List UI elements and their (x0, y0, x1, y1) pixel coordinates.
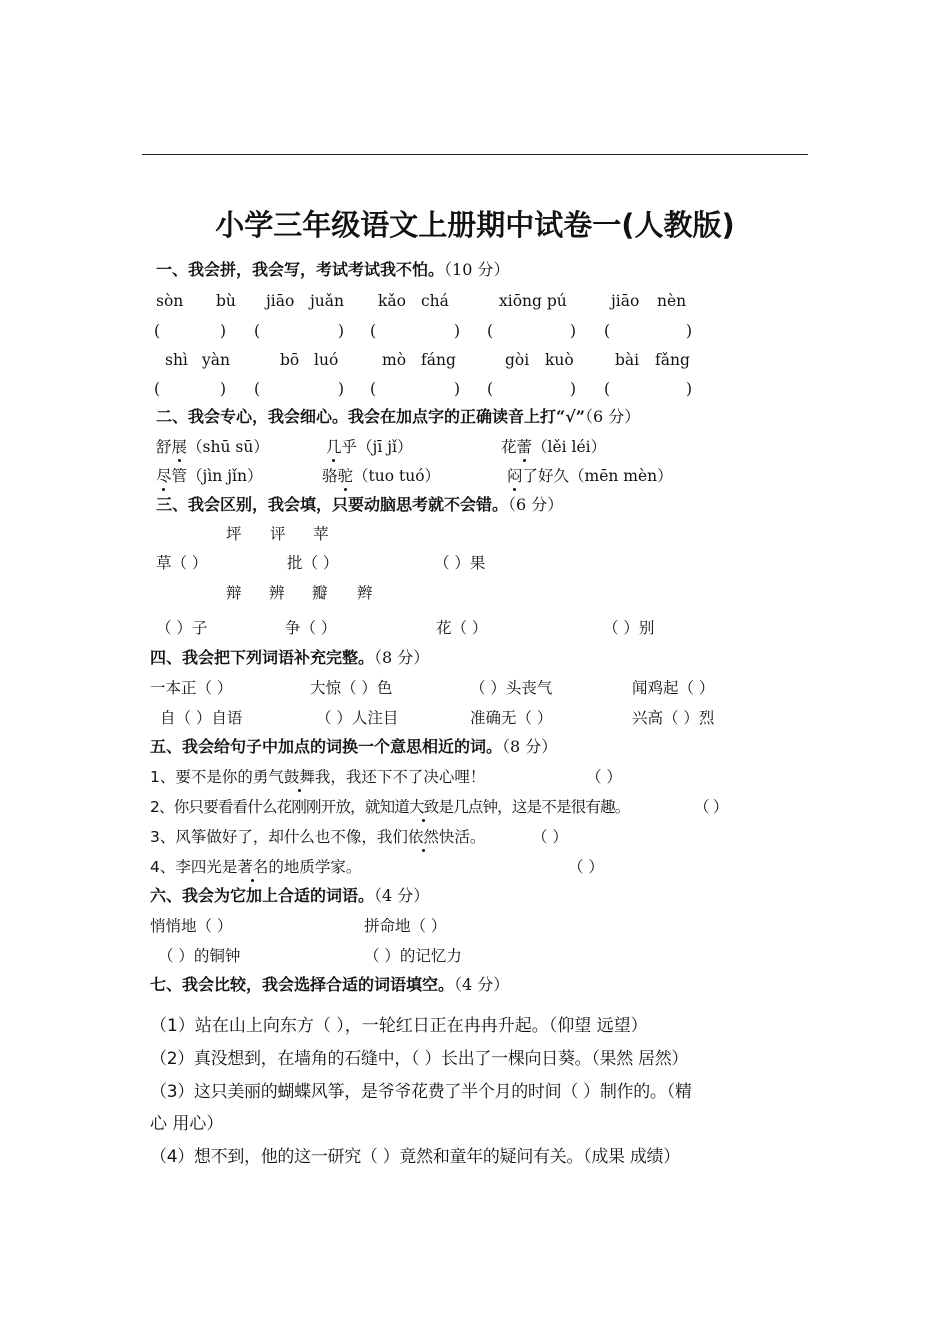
phrase-row-1 (0, 915, 950, 937)
fill-row-1 (0, 552, 950, 574)
answer-blank[interactable]: ( (370, 322, 377, 340)
header-rule (142, 154, 808, 155)
dotted-char: 展 (171, 438, 188, 456)
sentence-text (150, 766, 485, 788)
dotted-word: 依然 (407, 828, 439, 846)
char-option: 瓣 (312, 584, 328, 602)
sentence-2 (0, 796, 950, 818)
answer-blank[interactable]: ( (604, 322, 611, 340)
choice-item-3-cont: 心 用心） (150, 1114, 224, 1134)
paren: ) (220, 322, 227, 340)
word-item[interactable] (156, 436, 269, 458)
answer-blank[interactable]: 争（ ） (285, 619, 337, 637)
dotted-char: 几 (326, 438, 342, 456)
dotted-char: 蕾 (516, 438, 533, 456)
pinyin: sòn (156, 292, 184, 310)
text: 2、你只要看看什么花刚刚开放，就知道 (150, 798, 409, 816)
paren: ) (220, 380, 227, 398)
sentence-4 (0, 856, 950, 878)
blank-row-2 (0, 378, 950, 400)
points: （6 分） (508, 495, 564, 514)
idiom-blank[interactable]: （ ）人注目 (316, 709, 399, 727)
idiom-blank[interactable]: （ ）头丧气 (470, 679, 553, 697)
pinyin: jiāo (611, 292, 640, 310)
phrase-blank[interactable]: 悄悄地（ ） (150, 917, 233, 935)
section-3-heading (156, 494, 563, 516)
pinyin-options: （jī jǐ） (357, 438, 413, 456)
text: 快活。 (438, 828, 486, 846)
idiom-blank[interactable]: 闻鸡起（ ） (632, 679, 715, 697)
paren: ) (338, 380, 345, 398)
char-group-1 (0, 523, 950, 545)
page-title: 小学三年级语文上册期中试卷一(人教版) (215, 208, 735, 242)
char: 骆 (322, 467, 338, 485)
word-item[interactable] (322, 465, 440, 487)
char-group-2 (0, 582, 950, 604)
char: 了好久 (522, 467, 570, 485)
pinyin-row-2 (0, 349, 950, 371)
sentence-text (150, 856, 361, 878)
pinyin: chá (421, 292, 449, 310)
answer-blank[interactable]: （ ）果 (434, 554, 486, 572)
answer-blank[interactable]: 批（ ） (287, 554, 339, 572)
answer-blank[interactable]: ( (154, 380, 161, 398)
char-option: 坪 (226, 525, 242, 543)
pinyin: nèn (657, 292, 687, 310)
pinyin: bō (280, 351, 300, 369)
answer-blank[interactable]: ( (254, 380, 261, 398)
phrase-blank[interactable]: 拼命地（ ） (364, 917, 447, 935)
idiom-blank[interactable]: 自（ ）自语 (160, 709, 243, 727)
dotted-char: 闷 (507, 467, 523, 485)
idiom-blank[interactable]: 一本正（ ） (150, 679, 233, 697)
fill-row-2 (0, 617, 950, 639)
char: 花 (501, 438, 517, 456)
answer-blank[interactable]: （ ） (532, 828, 568, 846)
heading-text: 七、我会比较，我会选择合适的词语填空。 (150, 975, 455, 994)
heading-text: 六、我会为它加上合适的词语。 (150, 886, 375, 905)
pinyin: fǎng (655, 351, 690, 369)
answer-blank[interactable]: ( (604, 380, 611, 398)
points: （6 分） (584, 407, 641, 426)
section-6-heading (150, 885, 429, 907)
pinyin: mò (382, 351, 407, 369)
answer-blank[interactable]: ( (487, 322, 494, 340)
answer-blank[interactable]: （ ） (586, 768, 622, 786)
paren: ) (454, 322, 461, 340)
paren: ) (454, 380, 461, 398)
text: 1、要不是你的勇气 (150, 768, 284, 786)
word-item[interactable] (156, 465, 262, 487)
answer-blank[interactable]: （ ） (694, 798, 728, 816)
pinyin-options: （lěi léi） (532, 438, 607, 456)
choice-item-1[interactable]: （1）站在山上向东方（ ），一轮红日正在冉冉升起。（仰望 远望） (150, 1016, 648, 1036)
idiom-blank[interactable]: 兴高（ ）烈 (632, 709, 715, 727)
text: 3、风筝做好了，却什么也不像，我们 (150, 828, 408, 846)
pinyin: gòi (505, 351, 530, 369)
points: （4 分） (454, 975, 510, 994)
sentence-text (150, 796, 629, 818)
pinyin-options: （shū sū） (187, 438, 269, 456)
reading-row-1 (0, 436, 950, 458)
idiom-row-1 (0, 677, 950, 699)
pinyin-row-1 (0, 290, 950, 312)
section-2-heading (156, 406, 640, 428)
idiom-blank[interactable]: 准确无（ ） (470, 709, 553, 727)
phrase-blank[interactable]: （ ）的记忆力 (364, 947, 462, 965)
sentence-1 (0, 766, 950, 788)
choice-item-3[interactable]: （3）这只美丽的蝴蝶风筝，是爷爷花费了半个月的时间（ ）制作的。（精 (150, 1082, 692, 1102)
pinyin: fáng (421, 351, 456, 369)
dotted-char: 尽 (156, 467, 172, 485)
pinyin: luó (314, 351, 339, 369)
dotted-word: 著名 (237, 858, 269, 876)
text: 我，我还下不了决心哩！ (314, 768, 486, 786)
char: 舒 (156, 438, 172, 456)
word-item[interactable] (326, 436, 413, 458)
text: 是几点钟，这是不是很有趣。 (438, 798, 630, 816)
dotted-word: 大致 (408, 798, 439, 816)
char-option: 评 (270, 525, 286, 543)
section-4-heading (150, 647, 429, 669)
points: （8 分） (502, 737, 558, 756)
blank-row-1 (0, 320, 950, 342)
heading-text: 一、我会拼，我会写，考试考试我不怕。 (156, 260, 445, 279)
text: 4、李四光是 (150, 858, 238, 876)
pinyin: xiōng pú (499, 292, 567, 310)
char-option: 苹 (313, 525, 329, 543)
word-item[interactable] (507, 465, 673, 487)
section-5-heading (150, 736, 557, 758)
pinyin: kuò (545, 351, 574, 369)
pinyin: shì (165, 351, 188, 369)
idiom-row-2 (0, 707, 950, 729)
pinyin: juǎn (310, 292, 345, 310)
heading-text: 四、我会把下列词语补充完整。 (150, 648, 375, 667)
pinyin-options: （tuo tuó） (353, 467, 441, 485)
choice-item-4[interactable]: （4）想不到，他的这一研究（ ）竟然和童年的疑问有关。（成果 成绩） (150, 1147, 680, 1167)
phrase-blank[interactable]: （ ）的铜钟 (158, 947, 241, 965)
answer-blank[interactable]: ( (154, 322, 161, 340)
choice-item-2[interactable]: （2）真没想到，在墙角的石缝中，（ ）长出了一棵向日葵。（果然 居然） (150, 1049, 689, 1069)
dotted-word: 鼓舞 (283, 768, 315, 786)
pinyin: bài (615, 351, 640, 369)
pinyin: yàn (202, 351, 230, 369)
answer-blank[interactable]: ( (370, 380, 377, 398)
sentence-text (150, 826, 485, 848)
answer-blank[interactable]: ( (254, 322, 261, 340)
heading-text: 三、我会区别，我会填，只要动脑思考就不会错。 (156, 495, 509, 514)
dotted-char: 驼 (337, 467, 354, 485)
heading-text: 二、我会专心，我会细心。我会在加点字的正确读音上打“√” (156, 407, 585, 426)
section-7-heading (150, 974, 509, 996)
text: 的地质学家。 (268, 858, 362, 876)
char-option: 辩 (226, 584, 242, 602)
points: （4 分） (374, 886, 430, 905)
paren: ) (338, 322, 345, 340)
paren: ) (686, 380, 693, 398)
char-option: 辫 (357, 584, 373, 602)
pinyin: kǎo (378, 292, 406, 310)
paren: ) (570, 322, 577, 340)
section-1-heading (156, 259, 509, 281)
reading-row-2 (0, 465, 950, 487)
paren: ) (570, 380, 577, 398)
pinyin-options: （jìn jǐn） (187, 467, 263, 485)
sentence-3 (0, 826, 950, 848)
pinyin-options: （mēn mèn） (569, 467, 673, 485)
answer-blank[interactable]: 花（ ） (436, 619, 488, 637)
phrase-row-2 (0, 945, 950, 967)
answer-blank[interactable]: （ ）别 (603, 619, 655, 637)
points: （10 分） (444, 260, 510, 279)
char-option: 辨 (269, 584, 285, 602)
paren: ) (686, 322, 693, 340)
char: 管 (171, 467, 188, 485)
pinyin: jiāo (266, 292, 295, 310)
pinyin: bù (216, 292, 236, 310)
word-item[interactable] (501, 436, 606, 458)
answer-blank[interactable]: ( (487, 380, 494, 398)
char: 乎 (341, 438, 358, 456)
answer-blank[interactable]: （ ）子 (156, 619, 208, 637)
heading-text: 五、我会给句子中加点的词换一个意思相近的词。 (150, 737, 503, 756)
points: （8 分） (374, 648, 430, 667)
answer-blank[interactable]: 草（ ） (156, 554, 208, 572)
answer-blank[interactable]: （ ） (568, 858, 604, 876)
idiom-blank[interactable]: 大惊（ ）色 (310, 679, 393, 697)
